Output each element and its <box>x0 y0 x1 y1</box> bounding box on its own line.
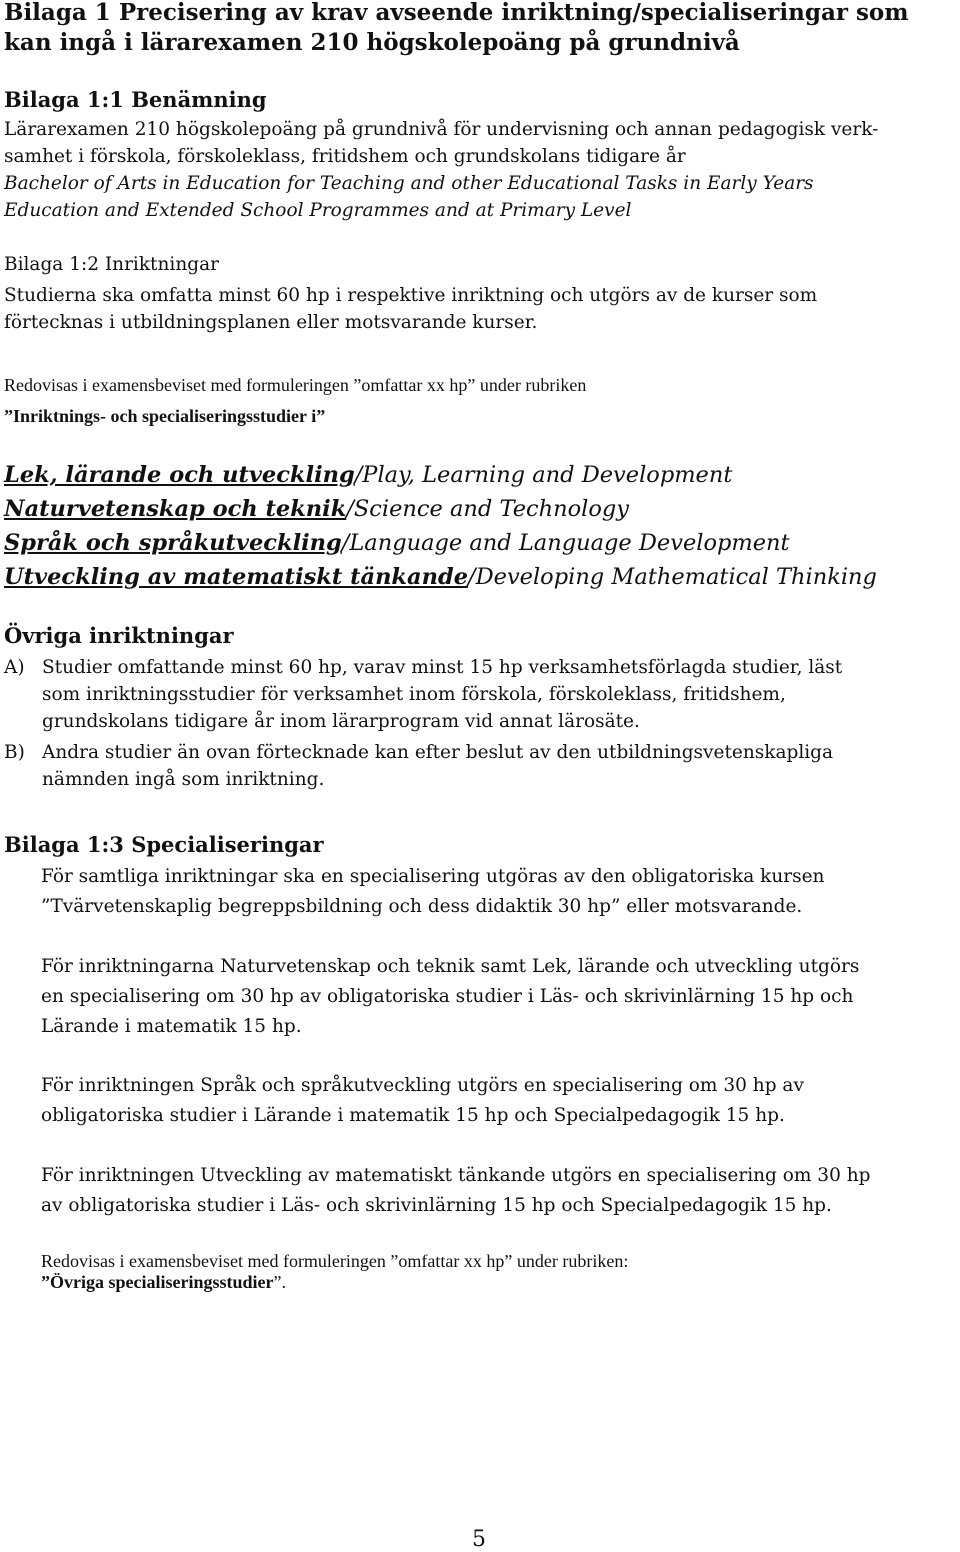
direction-english: /Play, Learning and Development <box>354 462 733 488</box>
section-heading-specialiseringar: Bilaga 1:3 Specialiseringar <box>4 832 324 857</box>
direction-swedish: Utveckling av matematiskt tänkande <box>4 564 469 590</box>
direction-item <box>4 526 877 560</box>
english-title-line: Education and Extended School Programmes and at Primary Level <box>4 200 632 221</box>
document-title <box>4 0 909 58</box>
page-number: 5 <box>472 1527 486 1552</box>
text-line: av obligatoriska studier i Läs- och skrivinlärning 15 hp och Specialpedagogik 15 hp. <box>41 1195 832 1216</box>
redovisas-note: Redovisas i examensbeviset med formuleringen ”omfattar xx hp” under rubriken <box>4 375 587 395</box>
spec-paragraph <box>41 1072 804 1129</box>
list-marker: A) <box>4 657 25 678</box>
text-line: Studier omfattande minst 60 hp, varav minst 15 hp verksamhetsförlagda studier, läst <box>42 657 843 678</box>
text-line: Studierna ska omfatta minst 60 hp i respektive inriktning och utgörs av de kurser som <box>4 285 818 306</box>
direction-swedish: Lek, lärande och utveckling <box>4 462 355 488</box>
direction-list <box>4 458 877 594</box>
rubrik-end: ”. <box>273 1272 286 1292</box>
list-item-a <box>4 654 842 735</box>
spec-paragraph <box>41 863 824 920</box>
text-line: För samtliga inriktningar ska en specialisering utgöras av den obligatoriska kursen <box>41 866 825 887</box>
text-line: samhet i förskola, förskoleklass, fritidshem och grundskolans tidigare år <box>4 146 686 167</box>
text-line: För inriktningarna Naturvetenskap och teknik samt Lek, lärande och utveckling utgörs <box>41 956 860 977</box>
title-line: Bilaga 1 Precisering av krav avseende inriktning/specialiseringar som <box>4 0 909 26</box>
text-line: Andra studier än ovan förtecknade kan efter beslut av den utbildningsvetenskapliga <box>42 742 834 763</box>
rubrik-label <box>4 403 325 429</box>
redovisas-note: Redovisas i examensbeviset med formuleringen ”omfattar xx hp” under rubriken: <box>41 1251 629 1271</box>
rubrik-text: ”Inriktnings- och specialiseringsstudier i” <box>4 406 326 426</box>
spec-paragraph <box>41 1162 870 1219</box>
text-line: ”Tvärvetenskaplig begreppsbildning och dess didaktik 30 hp” eller motsvarande. <box>41 896 803 917</box>
section-heading-benamning: Bilaga 1:1 Benämning <box>4 87 267 112</box>
direction-swedish: Språk och språkutveckling <box>4 530 342 556</box>
ovriga-list <box>4 654 842 793</box>
direction-english: /Language and Language Development <box>341 530 790 556</box>
text-line: som inriktningsstudier för verksamhet inom förskola, förskoleklass, fritidshem, <box>42 684 786 705</box>
inriktningar-text <box>4 282 817 336</box>
rubrik-text: ”Övriga specialiseringsstudier <box>41 1272 274 1292</box>
list-marker: B) <box>4 742 25 763</box>
direction-english: /Developing Mathematical Thinking <box>468 564 877 590</box>
direction-swedish: Naturvetenskap och teknik <box>4 496 347 522</box>
text-line: Lärande i matematik 15 hp. <box>41 1016 302 1037</box>
section-heading-inriktningar: Bilaga 1:2 Inriktningar <box>4 254 219 275</box>
list-item-b <box>4 739 842 793</box>
text-line: För inriktningen Utveckling av matematiskt tänkande utgörs en specialisering om 30 hp <box>41 1165 871 1186</box>
text-line: förtecknas i utbildningsplanen eller motsvarande kurser. <box>4 312 538 333</box>
text-line: nämnden ingå som inriktning. <box>42 769 325 790</box>
benamning-text <box>4 116 878 224</box>
text-line: grundskolans tidigare år inom lärarprogram vid annat lärosäte. <box>42 711 640 732</box>
text-line: obligatoriska studier i Lärande i matematik 15 hp och Specialpedagogik 15 hp. <box>41 1105 785 1126</box>
direction-item <box>4 492 877 526</box>
title-line: kan ingå i lärarexamen 210 högskolepoäng på grundnivå <box>4 29 740 56</box>
rubrik-label <box>41 1269 286 1295</box>
spec-paragraph <box>41 953 859 1040</box>
direction-item <box>4 560 877 594</box>
text-line: en specialisering om 30 hp av obligatoriska studier i Läs- och skrivinlärning 15 hp och <box>41 986 854 1007</box>
text-line: Lärarexamen 210 högskolepoäng på grundnivå för undervisning och annan pedagogisk verk- <box>4 119 879 140</box>
direction-english: /Science and Technology <box>346 496 630 522</box>
english-title-line: Bachelor of Arts in Education for Teaching and other Educational Tasks in Early Years <box>4 173 814 194</box>
direction-item <box>4 458 877 492</box>
text-line: För inriktningen Språk och språkutveckling utgörs en specialisering om 30 hp av <box>41 1075 804 1096</box>
section-heading-ovriga: Övriga inriktningar <box>4 623 234 648</box>
